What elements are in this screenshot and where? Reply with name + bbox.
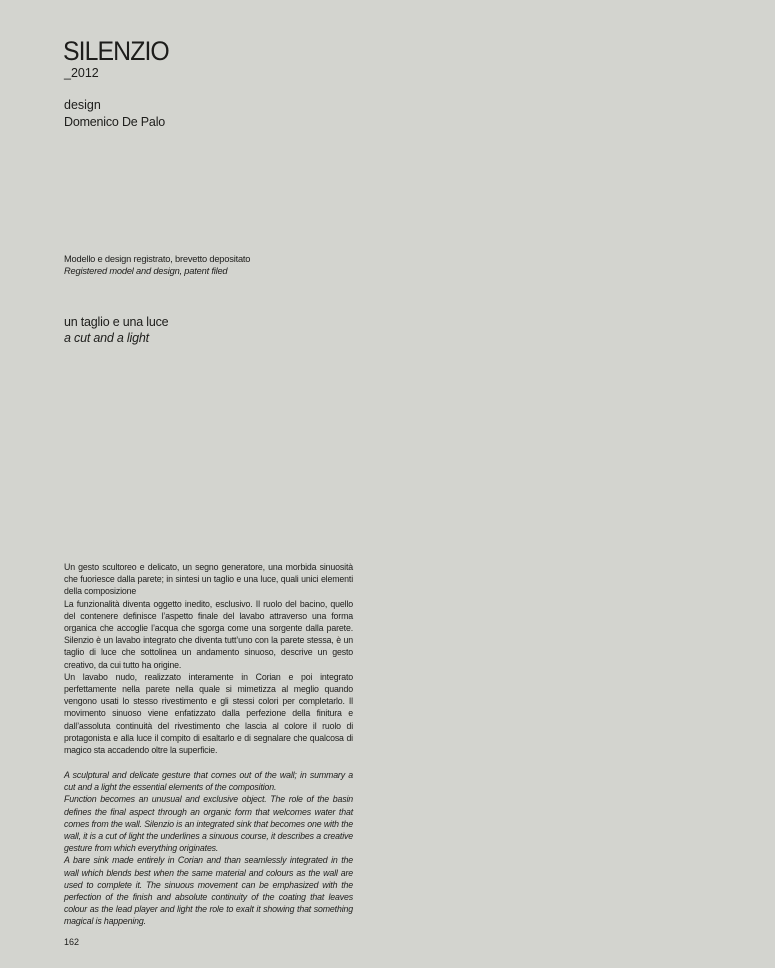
description-paragraph: Un lavabo nudo, realizzato interamente in Corian e poi integrato perfettamente nella parete nella quale si mimetizza al meglio quando vengono usati lo stesso rivestimento e gli stessi colori per completarlo. Il movimento sinuoso viene enfatizzato dalla perfezione della finitura e dall’assoluta continuità del rivestimento che lascia al colore il ruolo di protagonista e alla luce il compito di esaltarlo e di segnalare che qualcosa di magico sta accadendo oltre la superficie. <box>64 671 353 756</box>
description-paragraph: A bare sink made entirely in Corian and than seamlessly integrated in the wall which blends best when the same material and colours as the wall are used to complete it. The sinuous movement can be emphasized with the perfection of the finish and absolute continuity of the coating that leaves colour as the lead player and light the role to exalt it showing that something magical is happening. <box>64 855 353 927</box>
design-label: design <box>64 98 101 112</box>
description-italian <box>64 561 353 756</box>
description-english <box>64 769 353 928</box>
tagline-it: un taglio e una luce <box>64 315 169 329</box>
description-paragraph: Function becomes an unusual and exclusive object. The role of the basin defines the final aspect through an organic form that welcomes water that comes from the wall. Silenzio is an integrated sink that becomes one with the wall, it is a cut of light the underlines a sinuous course, it describes a creative gesture from which everything originates. <box>64 794 353 854</box>
registration-note-en: Registered model and design, patent filed <box>64 266 228 276</box>
description-paragraph: A sculptural and delicate gesture that comes out of the wall; in summary a cut and a light the essential elements of the composition. <box>64 770 353 793</box>
designer-name: Domenico De Palo <box>64 115 166 129</box>
page-number: 162 <box>64 937 80 947</box>
description-paragraph: Un gesto scultoreo e delicato, un segno generatore, una morbida sinuosità che fuoriesce dalla parete; in sintesi un taglio e una luce, quali unici elementi della composizione <box>64 562 353 597</box>
product-title: SILENZIO <box>63 36 169 66</box>
description-paragraph: La funzionalità diventa oggetto inedito, esclusivo. Il ruolo del bacino, quello del contenere definisce l’aspetto finale del lavabo attraverso una forma organica che accoglie l’acqua che sgorga come una sorgente dalla parete. Silenzio è un lavabo integrato che diventa tutt’uno con la parete stessa, è un taglio di luce che sottolinea un andamento sinuoso, descrive un gesto creativo, da cui tutto ha origine. <box>64 598 353 670</box>
tagline-en: a cut and a light <box>64 331 149 345</box>
registration-note-it: Modello e design registrato, brevetto depositato <box>64 254 251 264</box>
product-year: _2012 <box>64 66 99 80</box>
